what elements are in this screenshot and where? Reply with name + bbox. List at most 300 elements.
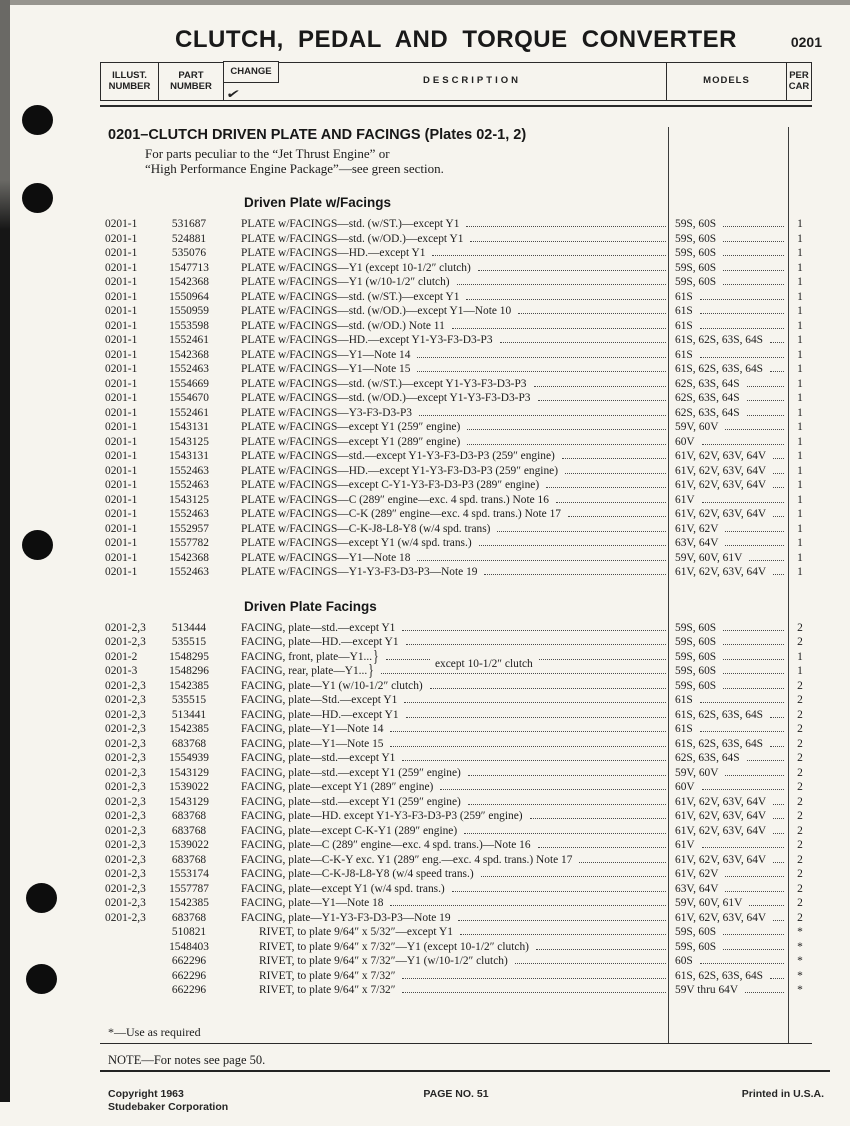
illust-number: 0201-2,3 [105,723,146,735]
per-car-qty: 1 [797,421,803,433]
per-car-qty: 2 [797,636,803,648]
dot-leader [478,270,666,271]
illust-number: 0201-1 [105,537,138,549]
footnote-use-as-required: *—Use as required [108,1024,201,1039]
dot-leader [770,342,784,343]
illust-number: 0201-3 [105,665,138,677]
dot-leader [702,444,784,445]
page-title: CLUTCH, PEDAL AND TORQUE CONVERTER [175,26,737,53]
per-car-qty: * [797,940,803,953]
part-number: 1543129 [169,766,209,779]
models-value: 62S, 63S, 64S [669,751,788,766]
illust-number: 0201-2,3 [105,824,146,837]
per-car-qty: 2 [797,621,803,634]
dot-leader [470,241,666,242]
dot-leader [466,226,666,227]
dot-leader [700,299,784,300]
illust-number: 0201-1 [105,421,138,433]
part-number: 683768 [171,911,207,924]
part-number: 510821 [171,926,207,938]
table-row [100,464,812,479]
table-row [100,722,812,737]
binder-hole [22,105,53,135]
models-value: 61V, 62V, 63V, 64V [669,507,788,522]
part-description: PLATE w/FACINGS—Y1 (w/10-1/2″ clutch) [221,275,669,290]
illust-number: 0201-2,3 [105,853,146,866]
per-car-qty: 1 [797,450,803,462]
dot-leader [773,473,784,474]
per-car-qty: 1 [797,319,803,332]
part-number: 1552957 [169,522,209,535]
dot-leader [747,415,784,416]
per-car-qty: * [797,969,803,982]
col-header-illust-number: ILLUST. NUMBER [101,63,159,100]
dot-leader [479,545,666,546]
illust-number: 0201-1 [105,305,138,317]
part-number: 662296 [171,955,207,967]
dot-leader [773,458,784,459]
part-description: FACING, plate—Y1—Note 14 [221,722,669,737]
part-description: FACING, front, plate—Y1... } [221,650,669,665]
table-row [100,896,812,911]
table-row [100,246,812,261]
illust-number: 0201-1 [105,406,138,419]
table-row [100,217,812,232]
table-row [100,565,812,580]
illust-number: 0201-1 [105,334,138,346]
part-description: FACING, plate—Y1—Note 18 [221,896,669,911]
table-row [100,536,812,551]
page-footer [100,1086,824,1126]
per-car-qty: 1 [797,479,803,491]
per-car-qty: 2 [797,708,803,721]
table-row [100,232,812,247]
per-car-qty: 1 [797,218,803,230]
dot-leader [723,949,784,950]
illust-number: 0201-2,3 [105,708,146,721]
table-row [100,679,812,694]
dot-leader [723,659,784,660]
part-description: FACING, plate—C-K-J8-L8-Y8 (w/4 speed trans.) [221,867,669,882]
part-description: PLATE w/FACINGS—HD.—except Y1-Y3-F3-D3-P3 (259″ engine) [221,464,669,479]
table-row [100,954,812,969]
table-row [100,348,812,363]
part-description: PLATE w/FACINGS—std. (w/ST.)—except Y1-Y3-F3-D3-P3 [221,377,669,392]
part-number: 1553174 [169,868,209,880]
models-value: 62S, 63S, 64S [669,391,788,406]
per-car-qty: 1 [797,508,803,520]
models-value: 61V, 62V, 63V, 64V [669,809,788,824]
illust-number: 0201-1 [105,435,138,448]
illust-number: 0201-2,3 [105,868,146,880]
per-car-qty: 1 [797,348,803,361]
part-description: RIVET, to plate 9/64″ x 7/32″—Y1 (except 10-1/2″ clutch) [221,940,669,955]
table-row [100,621,812,636]
illust-number: 0201-1 [105,493,138,506]
illust-number: 0201-1 [105,319,138,332]
dot-leader [723,688,784,689]
per-car-qty: * [797,926,803,938]
dot-leader [452,891,666,892]
per-car-qty: 2 [797,882,803,895]
part-description: PLATE w/FACINGS—std. (w/OD.) Note 11 [221,319,669,334]
per-car-qty: 1 [797,406,803,419]
table-header [100,62,812,100]
illust-number: 0201-2,3 [105,882,146,895]
per-car-qty: 1 [797,665,803,677]
per-car-qty: 2 [797,737,803,750]
printed-in-usa: Printed in U.S.A. [741,1088,824,1100]
models-value: 59S, 60S [669,664,788,679]
dot-leader [404,702,666,703]
dot-leader [402,992,666,993]
part-number: 1542368 [169,348,209,361]
table-row [100,420,812,435]
dot-leader [702,502,784,503]
illust-number: 0201-1 [105,232,138,245]
models-value: 60S [669,954,788,969]
models-value: 61V, 62V, 63V, 64V [669,565,788,580]
dot-leader [562,458,666,459]
table-row [100,551,812,566]
dot-leader [536,949,666,950]
part-description: FACING, plate—C-K-Y exc. Y1 (289″ eng.—exc. 4 spd. trans.) Note 17 [221,853,669,868]
table-row [100,391,812,406]
part-description: PLATE w/FACINGS—HD.—except Y1-Y3-F3-D3-P3 [221,333,669,348]
illust-number: 0201-1 [105,348,138,361]
part-description: PLATE w/FACINGS—std. (w/ST.)—except Y1 [221,217,669,232]
dot-leader [515,963,666,964]
dot-leader [700,357,784,358]
dot-leader [700,963,784,964]
col-header-description: DESCRIPTION [423,75,521,87]
per-car-qty: 2 [797,824,803,837]
models-value: 61S, 62S, 63S, 64S [669,708,788,723]
dot-leader [725,876,784,877]
part-description: FACING, plate—Y1 (w/10-1/2″ clutch) [221,679,669,694]
dot-leader [381,673,666,674]
part-number: 1539022 [169,781,209,793]
illust-number: 0201-1 [105,566,138,578]
models-value: 60V [669,780,788,795]
per-car-qty: 2 [797,839,803,851]
part-description: PLATE w/FACINGS—Y1—Note 15 [221,362,669,377]
part-number: 1553598 [169,319,209,332]
illust-number: 0201-2,3 [105,694,146,706]
models-value: 61S, 62S, 63S, 64S [669,737,788,752]
catalog-page [100,0,824,1126]
models-value: 61V [669,493,788,508]
part-number: 1543129 [169,795,209,808]
col-header-per-car: PER CAR [786,63,811,100]
dot-leader [700,702,784,703]
part-description: FACING, plate—HD.—except Y1 [221,635,669,650]
part-description: PLATE w/FACINGS—except C-Y1-Y3-F3-D3-P3 (289″ engine) [221,478,669,493]
per-car-qty: 1 [797,334,803,346]
table-groups [100,195,812,998]
per-car-qty: 2 [797,810,803,822]
part-number: 1552461 [169,406,209,419]
part-description: FACING, plate—except C-K-Y1 (289″ engine) [221,824,669,839]
part-number: 1557782 [169,537,209,549]
part-description: RIVET, to plate 9/64″ x 7/32″ [221,983,669,998]
table-row [100,435,812,450]
binder-hole [22,183,53,213]
models-value: 61V, 62V, 63V, 64V [669,911,788,926]
table-row [100,925,812,940]
part-description: RIVET, to plate 9/64″ x 5/32″—except Y1 [221,925,669,940]
models-value: 61V, 62V, 63V, 64V [669,853,788,868]
dot-leader [702,847,784,848]
part-description: PLATE w/FACINGS—std.—except Y1-Y3-F3-D3-P3 (259″ engine) [221,449,669,464]
per-car-qty: 1 [797,650,803,663]
col-header-models: MODELS [666,63,786,100]
dot-leader [430,688,666,689]
table-row [100,708,812,723]
part-description: PLATE w/FACINGS—except Y1 (259″ engine) [221,420,669,435]
models-value: 62S, 63S, 64S [669,406,788,421]
models-value: 59S, 60S [669,940,788,955]
dot-leader [770,746,784,747]
dot-leader [406,644,666,645]
dot-leader [723,934,784,935]
binder-hole [22,530,53,560]
dot-leader [773,818,784,819]
table-row [100,969,812,984]
dot-leader [406,717,666,718]
per-car-qty: 1 [797,537,803,549]
part-description: PLATE w/FACINGS—std. (w/OD.)—except Y1 [221,232,669,247]
dot-leader [440,789,666,790]
illust-number: 0201-1 [105,218,138,230]
illust-number: 0201-1 [105,247,138,259]
part-number: 1554670 [169,392,209,404]
table-row [100,911,812,926]
part-description: FACING, plate—except Y1 (w/4 spd. trans.) [221,882,669,897]
models-value: 61V, 62V, 63V, 64V [669,795,788,810]
dot-leader [556,502,666,503]
part-description: FACING, rear, plate—Y1... } [221,664,669,679]
per-car-qty: 2 [797,781,803,793]
part-number: 513444 [171,621,207,634]
part-description: FACING, plate—std.—except Y1 (259″ engine) [221,766,669,781]
dot-leader [538,847,666,848]
dot-leader [518,313,666,314]
table-row [100,377,812,392]
dot-leader [700,328,784,329]
dot-leader [468,804,666,805]
part-description: FACING, plate—except Y1 (289″ engine) [221,780,669,795]
illust-number: 0201-2,3 [105,679,146,692]
part-description: PLATE w/FACINGS—except Y1 (w/4 spd. trans.) [221,536,669,551]
models-value: 59S, 60S [669,232,788,247]
dot-leader [747,386,784,387]
table-row [100,304,812,319]
illust-number: 0201-1 [105,261,138,274]
scan-left-edge [0,0,10,1102]
per-car-qty: 1 [797,290,803,303]
models-value: 61S [669,693,788,708]
part-number: 1542385 [169,897,209,909]
models-value: 59S, 60S [669,275,788,290]
change-checkmark-icon: ✔ [225,86,242,101]
part-description: PLATE w/FACINGS—std. (w/OD.)—except Y1—Note 10 [221,304,669,319]
table-row [100,449,812,464]
dot-leader [466,299,666,300]
table-row [100,362,812,377]
illust-number: 0201-1 [105,276,138,288]
part-number: 683768 [171,824,207,837]
table-row [100,983,812,998]
dot-leader [773,833,784,834]
per-car-qty: 1 [797,522,803,535]
dot-leader [402,630,666,631]
part-description: PLATE w/FACINGS—Y1—Note 14 [221,348,669,363]
group-rows [100,217,812,580]
models-value: 59S, 60S [669,217,788,232]
per-car-qty: 2 [797,911,803,924]
table-row [100,507,812,522]
models-value: 61V, 62V, 63V, 64V [669,464,788,479]
illust-number: 0201-1 [105,392,138,404]
part-number: 1552463 [169,508,209,520]
dot-leader [745,992,784,993]
models-value: 61V, 62V, 63V, 64V [669,824,788,839]
part-number: 1557787 [169,882,209,895]
part-description: PLATE w/FACINGS—C-K (289″ engine—exc. 4 spd. trans.) Note 17 [221,507,669,522]
dot-leader [770,978,784,979]
part-description: PLATE w/FACINGS—Y1—Note 18 [221,551,669,566]
part-number: 1542368 [169,276,209,288]
part-description: FACING, plate—std.—except Y1 [221,751,669,766]
per-car-qty: 1 [797,566,803,578]
table-row [100,290,812,305]
header-double-rule [100,100,812,107]
dot-leader [500,342,666,343]
dot-leader [534,386,667,387]
part-number: 1543125 [169,493,209,506]
models-value: 60V [669,435,788,450]
per-car-qty: 1 [797,392,803,404]
page-number: PAGE NO. 51 [423,1088,489,1100]
models-value: 61S [669,319,788,334]
illust-number: 0201-2,3 [105,839,146,851]
per-car-qty: 1 [797,435,803,448]
table-row [100,737,812,752]
part-number: 535515 [171,694,207,706]
models-value: 61V, 62V, 63V, 64V [669,449,788,464]
models-value: 59S, 60S [669,650,788,665]
illust-number: 0201-2,3 [105,795,146,808]
table-row [100,647,812,670]
part-number: 535515 [171,636,207,648]
models-value: 59S, 60S [669,246,788,261]
part-number: 1548403 [169,940,209,953]
illust-number: 0201-1 [105,377,138,390]
part-number: 662296 [171,984,207,996]
part-description: PLATE w/FACINGS—except Y1 (289″ engine) [221,435,669,450]
dot-leader [723,284,784,285]
per-car-qty: 1 [797,247,803,259]
per-car-qty: 1 [797,493,803,506]
binder-hole [26,883,57,913]
dot-leader [747,760,784,761]
dot-leader [773,574,784,575]
group-heading: Driven Plate Facings [244,598,377,614]
part-description: RIVET, to plate 9/64″ x 7/32″ [221,969,669,984]
per-car-qty: 1 [797,305,803,317]
dot-leader [723,630,784,631]
illust-number: 0201-1 [105,450,138,462]
page-code: 0201 [790,34,822,50]
illust-number: 0201-1 [105,290,138,303]
table-row [100,478,812,493]
per-car-qty: 2 [797,795,803,808]
table-row [100,940,812,955]
dot-leader [773,804,784,805]
illust-number: 0201-1 [105,479,138,491]
dot-leader [457,284,666,285]
models-value: 61S, 62S, 63S, 64S [669,333,788,348]
illust-number: 0201-2 [105,650,138,663]
dot-leader [773,920,784,921]
dot-leader [464,833,666,834]
dot-leader [725,429,784,430]
per-car-qty: 2 [797,868,803,880]
per-car-qty: 2 [797,766,803,779]
dot-leader [417,357,666,358]
table-row [100,522,812,537]
part-number: 1552463 [169,566,209,578]
dot-leader [725,545,784,546]
part-number: 1550964 [169,290,209,303]
per-car-qty: 1 [797,377,803,390]
part-description: FACING, plate—std.—except Y1 [221,621,669,636]
dot-leader [484,574,666,575]
per-car-qty: 2 [797,694,803,706]
dot-leader [468,775,666,776]
group-rows [100,621,812,998]
section-note-line1: For parts peculiar to the “Jet Thrust Engine” or [145,146,390,161]
models-value: 59S, 60S [669,925,788,940]
models-value: 63V, 64V [669,882,788,897]
part-number: 1539022 [169,839,209,851]
table-row [100,824,812,839]
per-car-qty: 1 [797,363,803,375]
part-number: 1554669 [169,377,209,390]
dot-leader [417,371,666,372]
models-value: 61V, 62V [669,867,788,882]
dot-leader [700,313,784,314]
part-description: PLATE w/FACINGS—Y3-F3-D3-P3 [221,406,669,421]
dot-leader [467,444,666,445]
table-row [100,493,812,508]
dot-leader [725,531,784,532]
models-value: 59S, 60S [669,261,788,276]
part-number: 1552463 [169,363,209,375]
part-number: 1543131 [169,450,209,462]
table-row [100,275,812,290]
dot-leader [390,905,666,906]
part-number: 1542385 [169,679,209,692]
dot-leader [723,270,784,271]
models-value: 61S [669,290,788,305]
models-value: 59V, 60V [669,766,788,781]
part-number: 1547713 [169,261,209,274]
dot-leader [749,560,784,561]
table-row [100,406,812,421]
table-row [100,867,812,882]
